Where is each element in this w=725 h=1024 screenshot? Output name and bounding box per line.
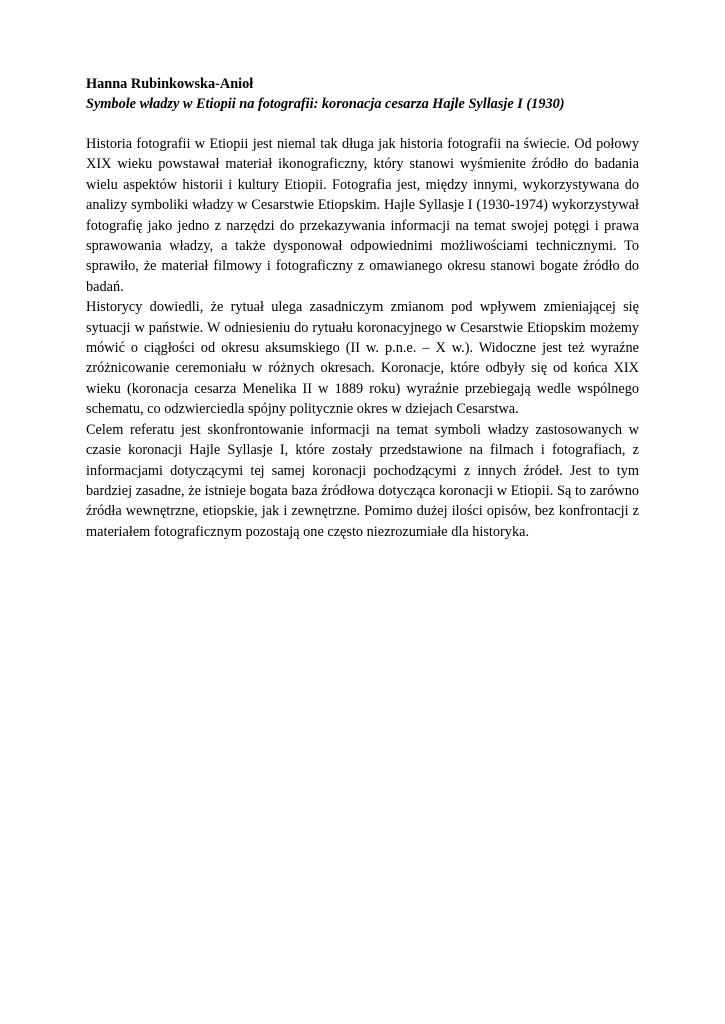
paragraph-2: Historycy dowiedli, że rytuał ulega zasadniczym zmianom pod wpływem zmieniającej się sytuacji w państwie. W odniesieniu do rytuału koronacyjnego w Cesarstwie Etiopskim możemy mówić o ciągłości od okresu aksumskiego (II w. p.n.e. – X w.). Widoczne jest też wyraźne zróżnicowanie ceremoniału w różnych okresach. Koronacje, które odbyły się od końca XIX wieku (koronacja cesarza Menelika II w 1889 roku) wyraźnie przebiegają wedle wspólnego schematu, co odzwierciedla spójny politycznie okres w dziejach Cesarstwa.	[86, 299, 639, 418]
document-title: Symbole władzy w Etiopii na fotografii: koronacja cesarza Hajle Syllasje I (1930)	[86, 96, 565, 112]
document-page	[86, 74, 639, 542]
paragraph-3: Celem referatu jest skonfrontowanie informacji na temat symboli władzy zastosowanych w czasie koronacji Hajle Syllasje I, które zostały przedstawione na filmach i fotografiach, z informacjami dotyczącymi tej samej koronacji pochodzącymi z innych źródeł. Jest to tym bardziej zasadne, że istnieje bogata baza źródłowa dotycząca koronacji w Etiopii. Są to zarówno źródła wewnętrzne, etiopskie, jak i zewnętrzne. Pomimo dużej ilości opisów, bez konfrontacji z materiałem fotograficznym pozostają one często niezrozumiałe dla historyka.	[86, 421, 639, 540]
paragraph-1: Historia fotografii w Etiopii jest niemal tak długa jak historia fotografii na świecie. Od połowy XIX wieku powstawał materiał ikonograficzny, który stanowi wyśmienite źródło do badania wielu aspektów historii i kultury Etiopii. Fotografia jest, między innymi, wykorzystywana do analizy symboliki władzy w Cesarstwie Etiopskim. Hajle Syllasje I (1930-1974) wykorzystywał fotografię jako jedno z narzędzi do przekazywania informacji na temat swojej potęgi i prawa sprawowania władzy, a także dysponował odpowiednimi możliwościami technicznymi. To sprawiło, że materiał filmowy i fotograficzny z omawianego okresu stanowi bogate źródło do badań.	[86, 136, 639, 295]
author-name: Hanna Rubinkowska-Anioł	[86, 76, 254, 92]
